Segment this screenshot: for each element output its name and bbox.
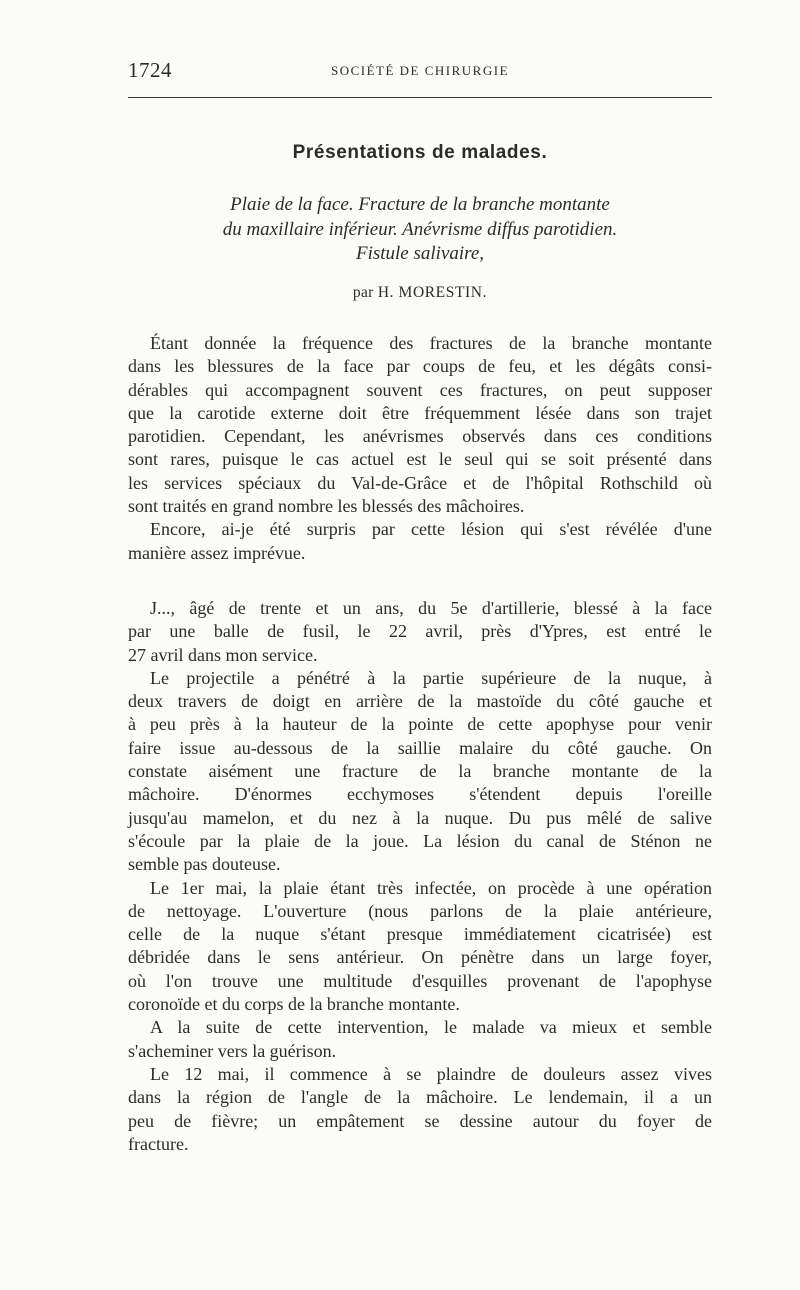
paragraph xyxy=(128,332,712,518)
paragraph-line: les services spéciaux du Val-de-Grâce et de l'hôpital Rothschild où xyxy=(128,472,712,493)
paragraph-line: J..., âgé de trente et un ans, du 5e d'artillerie, blessé à la face xyxy=(150,598,712,618)
paragraph-line: Le 1er mai, la plaie étant très infectée, on procède à une opération xyxy=(150,877,712,898)
paragraph-line: jusqu'au mamelon, et du nez à la nuque. Du pus mêlé de salive xyxy=(128,807,712,828)
paragraph-line: celle de la nuque s'étant presque immédiatement cicatrisée) est xyxy=(128,924,712,945)
paragraph-line: 27 avril dans mon service. xyxy=(128,644,318,665)
article-author xyxy=(128,284,712,302)
paragraph-line: Encore, ai-je été surpris par cette lésion qui s'est révélée d'une xyxy=(150,519,712,540)
paragraph xyxy=(128,1063,712,1156)
paragraph-line: coronoïde et du corps de la branche montante. xyxy=(128,994,460,1015)
paragraph-line: faire issue au-dessous de la saillie malaire du côté gauche. On xyxy=(128,737,712,758)
paragraph-line: semble pas douteuse. xyxy=(128,854,281,875)
paragraph-line: que la carotide externe doit être fréquemment lésée dans son trajet xyxy=(128,402,712,423)
paragraph-line: Étant donnée la fréquence des fractures de la branche montante xyxy=(150,333,712,353)
paragraph xyxy=(128,877,712,1017)
subtitle-line: Plaie de la face. Fracture de la branche montante xyxy=(230,194,610,215)
paragraph-line: manière assez imprévue. xyxy=(128,542,306,563)
paragraph-line: peu de fièvre; un empâtement se dessine autour du foyer de xyxy=(128,1110,712,1131)
body-text-part-2 xyxy=(128,597,712,1156)
paragraph-line: à peu près à la hauteur de la pointe de cette apophyse pour venir xyxy=(128,714,712,735)
paragraph-line: parotidien. Cependant, les anévrismes observés dans ces conditions xyxy=(128,426,712,447)
running-header xyxy=(128,58,712,88)
page-number: 1724 xyxy=(128,58,172,82)
paragraph-line: deux travers de doigt en arrière de la mastoïde du côté gauche et xyxy=(128,691,712,712)
paragraph xyxy=(128,1016,712,1063)
subtitle-line: Fistule salivaire, xyxy=(355,243,485,264)
body-text-part-1 xyxy=(128,332,712,565)
author-name: H. MORESTIN. xyxy=(377,284,488,301)
section-title: Présentations de malades. xyxy=(292,142,548,163)
article-subtitle xyxy=(128,193,712,267)
paragraph-line: débridée dans le sens antérieur. On pénètre dans un large foyer, xyxy=(128,947,712,968)
paragraph xyxy=(128,518,712,565)
author-prefix: par xyxy=(352,284,374,301)
paragraph-line: sont rares, puisque le cas actuel est le seul qui se soit présenté dans xyxy=(128,449,712,470)
paragraph-line: où l'on trouve une multitude d'esquilles provenant de l'apophyse xyxy=(128,970,712,991)
paragraph-line: constate aisément une fracture de la branche montante de la xyxy=(128,761,712,782)
paragraph-line: s'acheminer vers la guérison. xyxy=(128,1040,337,1061)
header-rule xyxy=(128,97,712,98)
paragraph-line: dans les blessures de la face par coups de feu, et les dégâts consi- xyxy=(128,356,712,377)
paragraph-line: Le projectile a pénétré à la partie supérieure de la nuque, à xyxy=(150,667,712,688)
paragraph xyxy=(128,597,712,667)
paragraph-line: sont traités en grand nombre les blessés des mâchoires. xyxy=(128,496,525,517)
paragraph-line: fracture. xyxy=(128,1133,189,1154)
paragraph-line: dans la région de l'angle de la mâchoire. Le lendemain, il a un xyxy=(128,1087,712,1108)
paragraph-line: par une balle de fusil, le 22 avril, près d'Ypres, est entré le xyxy=(128,621,712,642)
journal-title: SOCIÉTÉ DE CHIRURGIE xyxy=(330,63,510,78)
paragraph-line: s'écoule par la plaie de la joue. La lésion du canal de Sténon ne xyxy=(128,830,712,851)
paragraph-line: mâchoire. D'énormes ecchymoses s'étendent depuis l'oreille xyxy=(128,784,712,805)
paragraph-line: dérables qui accompagnent souvent ces fractures, on peut supposer xyxy=(128,379,712,400)
paragraph-line: Le 12 mai, il commence à se plaindre de douleurs assez vives xyxy=(150,1063,712,1084)
paragraph xyxy=(128,667,712,877)
paragraph-line: A la suite de cette intervention, le malade va mieux et semble xyxy=(150,1017,712,1038)
subtitle-line: du maxillaire inférieur. Anévrisme diffus parotidien. xyxy=(222,218,618,240)
paragraph-line: de nettoyage. L'ouverture (nous parlons de la plaie antérieure, xyxy=(128,900,712,921)
